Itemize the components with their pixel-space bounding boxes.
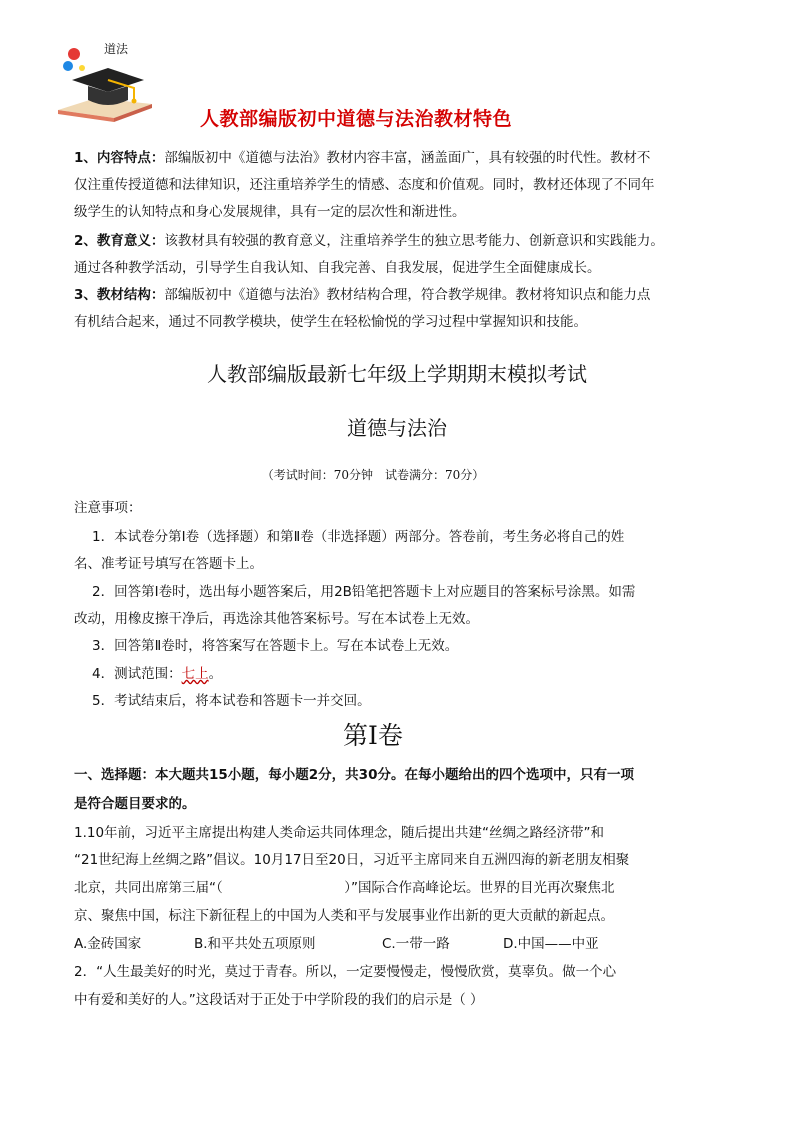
feature-2-line-2: 通过各种教学活动，引导学生自我认知、自我完善、自我发展，促进学生全面健康成长。 (74, 260, 601, 276)
q1-line-1: 1.10年前，习近平主席提出构建人类命运共同体理念，随后提出共建“丝绸之路经济带”和 (74, 825, 605, 841)
exam-subject: 道德与法治 (347, 416, 447, 440)
notes-heading: 注意事项： (74, 500, 142, 516)
feature-3-line-2: 有机结合起来，通过不同教学模块，使学生在轻松愉悦的学习过程中掌握知识和技能。 (74, 314, 587, 330)
section1-line-1: 一、选择题：本大题共15小题，每小题2分，共30分。在每小题给出的四个选项中，只有一项 (74, 767, 634, 783)
q2-line-2: 中有爱和美好的人。”这段话对于正处于中学阶段的我们的启示是（ ） (74, 992, 484, 1008)
feature-1-line-1: 1、内容特点：部编版初中《道德与法治》教材内容丰富，涵盖面广，具有较强的时代性。教材不 (74, 150, 651, 166)
header-title: 人教部编版初中道德与法治教材特色 (200, 108, 513, 130)
section1-line-2: 是符合题目要求的。 (74, 796, 196, 812)
feature-1-line-3: 级学生的认知特点和身心发展规律，具有一定的层次性和渐进性。 (74, 204, 466, 220)
note-2-line-1: 2．回答第Ⅰ卷时，选出每小题答案后，用2B铅笔把答题卡上对应题目的答案标号涂黑。如需 (92, 584, 636, 600)
q1-line-2: “21世纪海上丝绸之路”倡议。10月17日至20日，习近平主席同来自五洲四海的新老朋友相聚 (74, 852, 630, 868)
volume-title: 第Ⅰ卷 (343, 721, 403, 750)
note-3: 3．回答第Ⅱ卷时，将答案写在答题卡上。写在本试卷上无效。 (92, 638, 459, 654)
q1-option-a: A.金砖国家 (74, 936, 142, 952)
q1-option-c: C.一带一路 (382, 936, 450, 952)
feature-2-line-1: 2、教育意义：该教材具有较强的教育意义，注重培养学生的独立思考能力、创新意识和实践能力。 (74, 233, 664, 249)
q2-line-1: 2．“人生最美好的时光，莫过于青春。所以，一定要慢慢走，慢慢欣赏，莫辜负。做一个心 (74, 964, 617, 980)
note-1-line-1: 1．本试卷分第Ⅰ卷（选择题）和第Ⅱ卷（非选择题）两部分。答卷前，考生务必将自己的姓 (92, 529, 625, 545)
q1-line-4: 京、聚焦中国，标注下新征程上的中国为人类和平与发展事业作出新的更大贡献的新起点。 (74, 908, 614, 924)
q1-option-d: D.中国——中亚 (503, 936, 599, 952)
note-5: 5．考试结束后，将本试卷和答题卡一并交回。 (92, 693, 371, 709)
exam-title: 人教部编版最新七年级上学期期末模拟考试 (207, 362, 587, 386)
q1-option-b: B.和平共处五项原则 (194, 936, 316, 952)
note-2-line-2: 改动，用橡皮擦干净后，再选涂其他答案标号。写在本试卷上无效。 (74, 611, 479, 627)
note-1-line-2: 名、准考证号填写在答题卡上。 (74, 556, 263, 572)
feature-1-line-2: 仅注重传授道德和法律知识，还注重培养学生的情感、态度和价值观。同时，教材还体现了不同年 (74, 177, 655, 193)
logo-label: 道法 (104, 42, 129, 56)
q1-line-3: 北京，共同出席第三届“（ ）”国际合作高峰论坛。世界的目光再次聚焦北 (74, 880, 615, 896)
exam-info: （考试时间：70分钟 试卷满分：70分） (261, 468, 485, 482)
test-scope-value: 七上 (181, 666, 209, 682)
feature-3-line-1: 3、教材结构：部编版初中《道德与法治》教材结构合理，符合教学规律。教材将知识点和能力点 (74, 287, 651, 303)
note-4: 4．测试范围：七上。 (92, 666, 223, 682)
